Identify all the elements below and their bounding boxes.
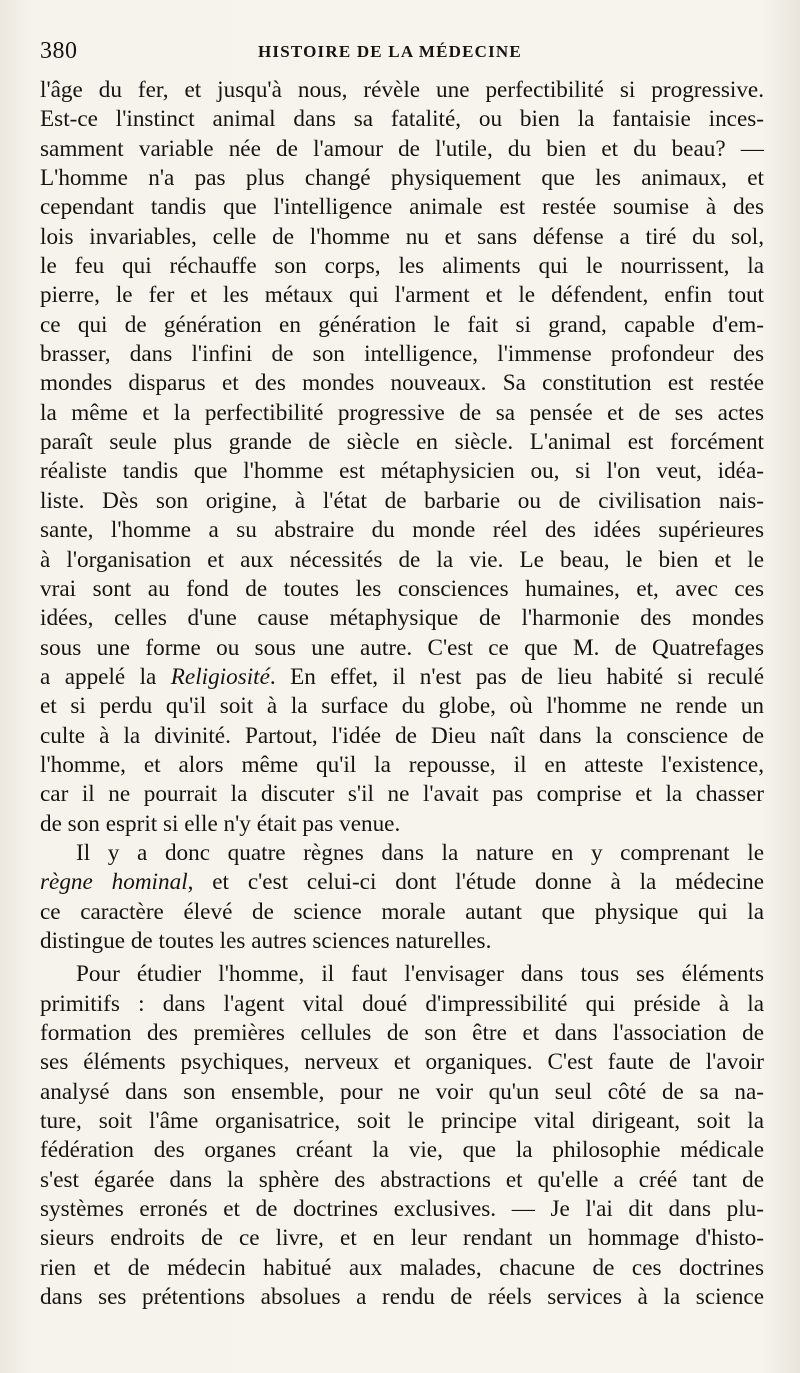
paragraph-1: [40, 76, 764, 839]
text-line: Pour étudier l'homme, il faut l'envisager dans tous ses éléments: [76, 961, 764, 988]
text-fragment: , et c'est celui-ci dont l'étude donne à la médecine: [187, 869, 764, 896]
text-line: Il y a donc quatre règnes dans la nature en y comprenant le: [76, 839, 764, 866]
text-line: à l'organisation et aux nécessités de la vie. Le beau, le bien et le: [40, 546, 764, 573]
text-line: de son esprit si elle n'y était pas venue.: [40, 810, 401, 837]
text-line: cependant tandis que l'intelligence animale est restée soumise à des: [40, 194, 764, 221]
text-line: ce qui de génération en génération le fait si grand, capable d'em-: [40, 311, 764, 338]
text-line: le feu qui réchauffe son corps, les aliments qui le nourrissent, la: [40, 253, 764, 280]
text-line: brasser, dans l'infini de son intelligence, l'immense profondeur des: [40, 341, 764, 368]
text-line: Est-ce l'instinct animal dans sa fatalité, ou bien la fantaisie inces-: [40, 106, 764, 133]
text-line: primitifs : dans l'agent vital doué d'impressibilité qui préside à la: [40, 990, 764, 1017]
text-line: samment variable née de l'amour de l'utile, du bien et du beau? —: [40, 135, 764, 162]
text-line: l'âge du fer, et jusqu'à nous, révèle une perfectibilité si progressive.: [40, 77, 764, 103]
text-line: idées, celles d'une cause métaphysique de l'harmonie des mondes: [40, 605, 764, 632]
text-line: l'homme, et alors même qu'il la repousse, il en atteste l'existence,: [40, 751, 764, 778]
text-line: rien et de médecin habitué aux malades, chacune de ces doctrines: [40, 1254, 764, 1281]
text-line: ce caractère élevé de science morale autant que physique qui la: [40, 898, 764, 925]
text-line: fédération des organes créant la vie, que la philosophie médicale: [40, 1137, 764, 1164]
text-line: liste. Dès son origine, à l'état de barbarie ou de civilisation nais-: [40, 487, 764, 514]
text-line-religiosite: [40, 663, 764, 692]
italic-term-regne-hominal: règne hominal: [40, 869, 188, 896]
paragraph-3: [40, 960, 764, 1312]
italic-term-religiosite: Religiosité: [170, 663, 270, 690]
body-text: [40, 76, 764, 1312]
text-line: L'homme n'a pas plus changé physiquement que les animaux, et: [40, 165, 764, 192]
text-line: sieurs endroits de ce livre, et en leur rendant un hommage d'histo-: [40, 1225, 764, 1252]
text-line: s'est égarée dans la sphère des abstractions et qu'elle a créé tant de: [40, 1166, 764, 1193]
text-line: ses éléments psychiques, nerveux et organiques. C'est faute de l'avoir: [40, 1049, 764, 1076]
text-line: dans ses prétentions absolues a rendu de réels services à la science: [40, 1284, 764, 1311]
running-title: HISTOIRE DE LA MÉDECINE: [258, 42, 522, 61]
text-line-regne-hominal: [40, 868, 764, 897]
text-line: distingue de toutes les autres sciences naturelles.: [40, 927, 492, 954]
text-line: sante, l'homme a su abstraire du monde réel des idées supérieures: [40, 517, 764, 544]
text-line: paraît seule plus grande de siècle en siècle. L'animal est forcément: [40, 429, 764, 456]
text-line: formation des premières cellules de son être et dans l'association de: [40, 1020, 764, 1046]
text-line: sous une forme ou sous une autre. C'est ce que M. de Quatrefages: [40, 634, 764, 661]
text-line: mondes disparus et des mondes nouveaux. Sa constitution est restée: [40, 370, 764, 397]
page-header: [40, 38, 760, 70]
page-number: 380: [40, 38, 78, 64]
text-line: vrai sont au fond de toutes les consciences humaines, et, avec ces: [40, 575, 764, 602]
text-line: car il ne pourrait la discuter s'il ne l'avait pas comprise et la chasser: [40, 781, 764, 808]
text-fragment: a appelé la: [40, 663, 171, 690]
paragraph-2: [40, 839, 764, 956]
text-fragment: . En effet, il n'est pas de lieu habité si reculé: [269, 663, 765, 690]
text-line: réaliste tandis que l'homme est métaphysicien ou, si l'on veut, idéa-: [40, 458, 764, 485]
text-line: ture, soit l'âme organisatrice, soit le principe vital dirigeant, soit la: [40, 1108, 764, 1135]
text-line: la même et la perfectibilité progressive de sa pensée et de ses actes: [40, 399, 764, 426]
text-line: et si perdu qu'il soit à la surface du globe, où l'homme ne rende un: [40, 693, 764, 720]
text-line: analysé dans son ensemble, pour ne voir qu'un seul côté de sa na-: [40, 1078, 764, 1105]
text-line: systèmes erronés et de doctrines exclusives. — Je l'ai dit dans plu-: [40, 1196, 764, 1223]
text-line: pierre, le fer et les métaux qui l'arment et le défendent, enfin tout: [40, 282, 764, 309]
text-line: culte à la divinité. Partout, l'idée de Dieu naît dans la conscience de: [40, 722, 764, 749]
text-line: lois invariables, celle de l'homme nu et sans défense a tiré du sol,: [40, 223, 764, 250]
